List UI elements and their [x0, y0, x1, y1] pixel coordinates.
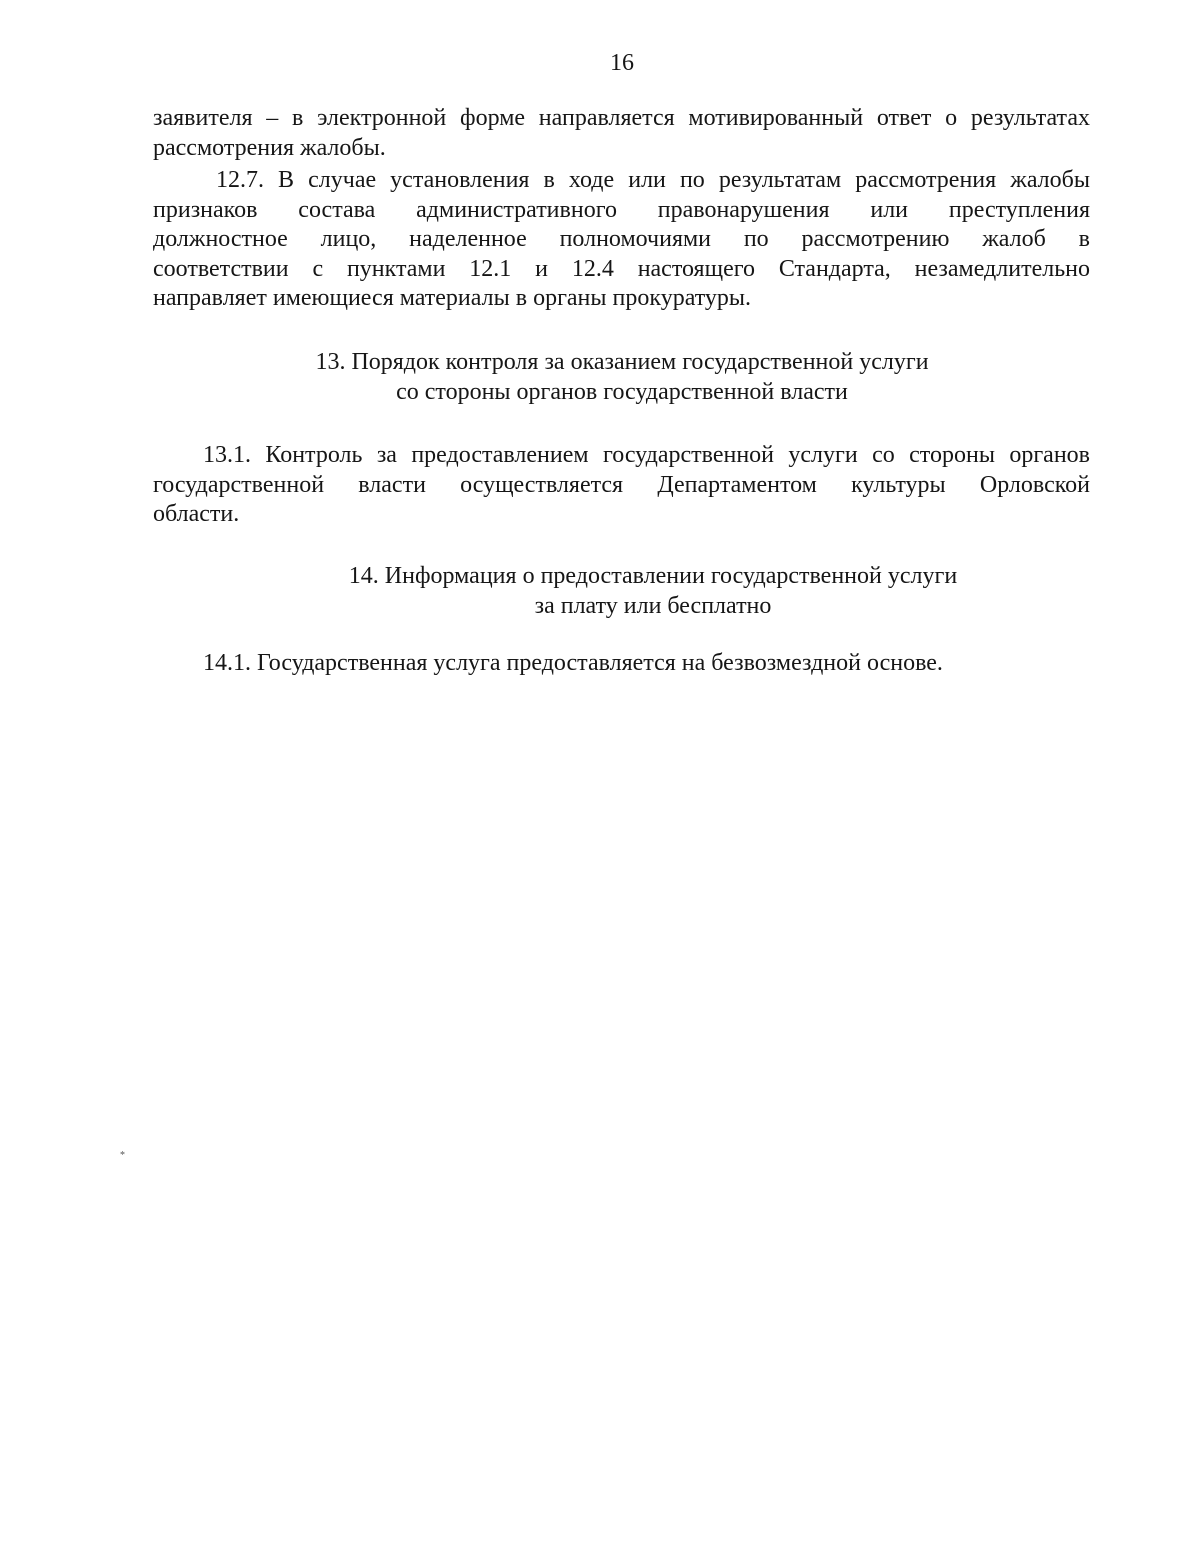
text-line: должностное лицо, наделенное полномочиями по рассмотрению жалоб в [153, 226, 1090, 252]
text-line: соответствии с пунктами 12.1 и 12.4 настоящего Стандарта, незамедлительно [153, 255, 1090, 282]
text-line: направляет имеющиеся материалы в органы прокуратуры. [153, 285, 752, 311]
heading-line: 14. Информация о предоставлении государственной услуги [348, 563, 958, 589]
paragraph-12-7 [153, 166, 1090, 314]
heading-line: за плату или бесплатно [534, 593, 772, 619]
text-line: заявителя – в электронной форме направляется мотивированный ответ о результатах [153, 105, 1090, 131]
scan-mark: * [120, 1150, 125, 1161]
paragraph-13-1 [153, 441, 1090, 530]
section-13-heading [0, 347, 1200, 407]
paragraph-14-1 [153, 649, 1090, 679]
text-line: области. [153, 501, 240, 527]
paragraph-continuation [153, 104, 1090, 163]
text-line: 12.7. В случае установления в ходе или по результатам рассмотрения жалобы [216, 167, 1090, 193]
text-line: рассмотрения жалобы. [153, 134, 386, 161]
section-14-heading [0, 561, 1200, 621]
heading-line: 13. Порядок контроля за оказанием государственной услуги [315, 349, 929, 375]
text-line: 13.1. Контроль за предоставлением государственной услуги со стороны органов [203, 442, 1090, 468]
text-line: государственной власти осуществляется Департаментом культуры Орловской [153, 471, 1090, 498]
text-line: признаков состава административного правонарушения или преступления [153, 196, 1090, 223]
page-number: 16 [610, 50, 634, 76]
heading-line: со стороны органов государственной власти [396, 379, 848, 405]
text-line: 14.1. Государственная услуга предоставляется на безвозмездной основе. [203, 650, 943, 676]
